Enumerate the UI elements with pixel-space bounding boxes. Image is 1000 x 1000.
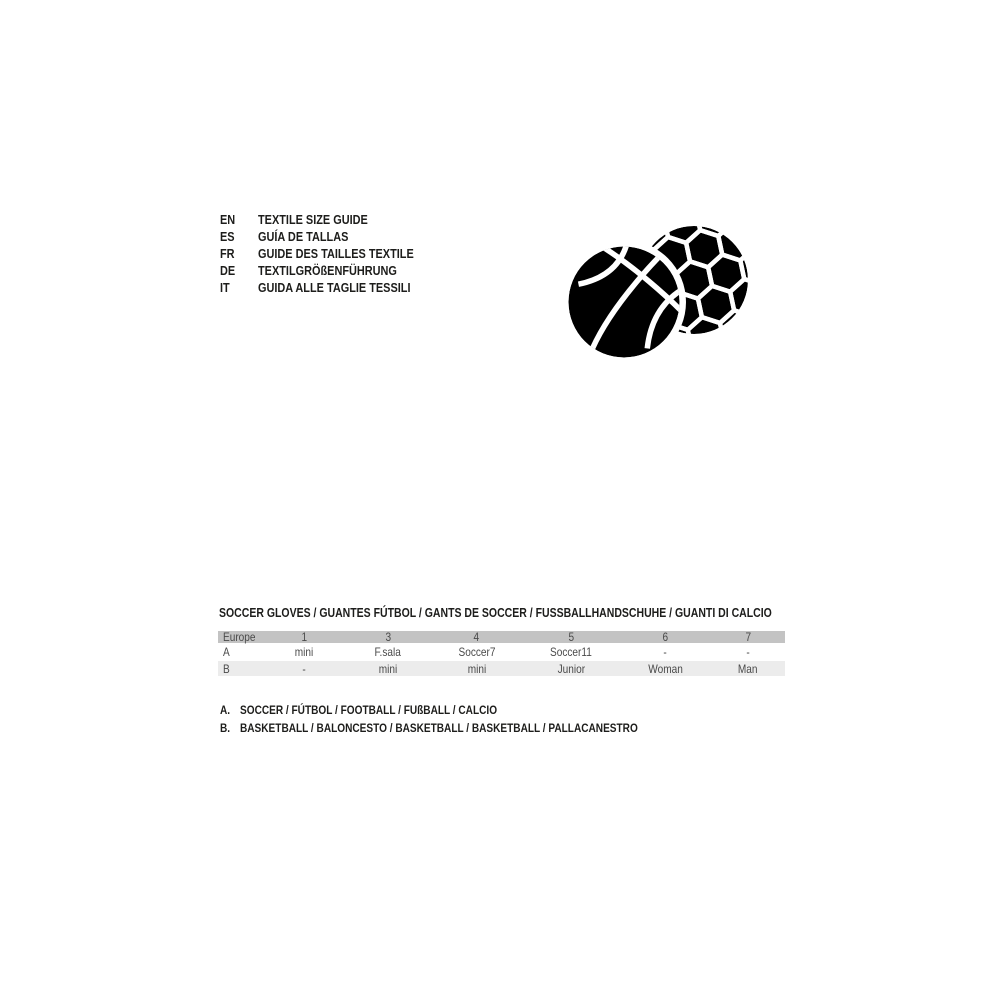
balls-svg bbox=[563, 216, 758, 366]
language-label: GUIDA ALLE TAGLIE TESSILI bbox=[258, 280, 411, 295]
language-code: ES bbox=[220, 229, 235, 244]
table-row-a bbox=[218, 644, 785, 660]
footnote-key: B. bbox=[220, 720, 231, 735]
table-cell: Soccer11 bbox=[550, 645, 593, 659]
language-label: GUIDE DES TAILLES TEXTILE bbox=[258, 246, 414, 261]
footnote-text: BASKETBALL / BALONCESTO / BASKETBALL / BASKETBALL / PALLACANESTRO bbox=[240, 720, 638, 735]
row-label: A bbox=[223, 645, 230, 659]
language-row-de bbox=[220, 262, 443, 279]
footnote-text: SOCCER / FÚTBOL / FOOTBALL / FUßBALL / CALCIO bbox=[240, 703, 498, 717]
footnote-key: A. bbox=[220, 703, 231, 717]
language-label: GUÍA DE TALLAS bbox=[258, 229, 349, 244]
table-cell: Soccer7 bbox=[458, 645, 496, 659]
header-cell-size-4: 4 bbox=[473, 630, 480, 644]
header-cell-size-6: 6 bbox=[662, 630, 669, 644]
table-cell: F.sala bbox=[374, 645, 402, 659]
table-header-row bbox=[218, 631, 785, 644]
language-code: DE bbox=[220, 263, 236, 278]
language-list bbox=[220, 211, 443, 296]
table-cell: mini bbox=[295, 645, 314, 659]
header-cell-size-3: 3 bbox=[385, 630, 391, 644]
table-cell: Junior bbox=[557, 661, 585, 676]
language-code: EN bbox=[220, 212, 236, 227]
footnote-b bbox=[220, 720, 714, 738]
language-row-en bbox=[220, 211, 443, 228]
language-row-it bbox=[220, 279, 443, 296]
size-table bbox=[218, 631, 785, 676]
footnotes bbox=[220, 702, 714, 737]
language-row-es bbox=[220, 228, 443, 245]
table-cell: mini bbox=[467, 661, 486, 676]
table-cell: Man bbox=[738, 661, 758, 676]
table-cell: - bbox=[663, 645, 668, 659]
table-title-text: SOCCER GLOVES / GUANTES FÚTBOL / GANTS DE SOCCER / FUSSBALLHANDSCHUHE / GUANTI DI CALCIO bbox=[219, 606, 772, 620]
table-row-b bbox=[218, 660, 785, 676]
language-code: FR bbox=[220, 246, 235, 261]
header-cell-size-7: 7 bbox=[745, 630, 751, 644]
language-label: TEXTILE SIZE GUIDE bbox=[258, 212, 368, 227]
table-cell: - bbox=[746, 645, 750, 659]
header-cell-size-5: 5 bbox=[568, 630, 575, 644]
footnote-a bbox=[220, 702, 714, 720]
table-cell: - bbox=[302, 661, 307, 676]
language-label: TEXTILGRÖßENFÜHRUNG bbox=[258, 263, 397, 278]
table-title bbox=[219, 606, 785, 620]
language-code: IT bbox=[220, 280, 230, 295]
table-cell: Woman bbox=[648, 661, 683, 676]
header-cell-europe: Europe bbox=[223, 630, 256, 644]
header-cell-size-1: 1 bbox=[301, 630, 308, 644]
balls-illustration bbox=[563, 216, 758, 366]
row-label: B bbox=[223, 661, 230, 676]
language-row-fr bbox=[220, 245, 443, 262]
size-table-section bbox=[218, 606, 785, 676]
table-cell: mini bbox=[378, 661, 398, 676]
